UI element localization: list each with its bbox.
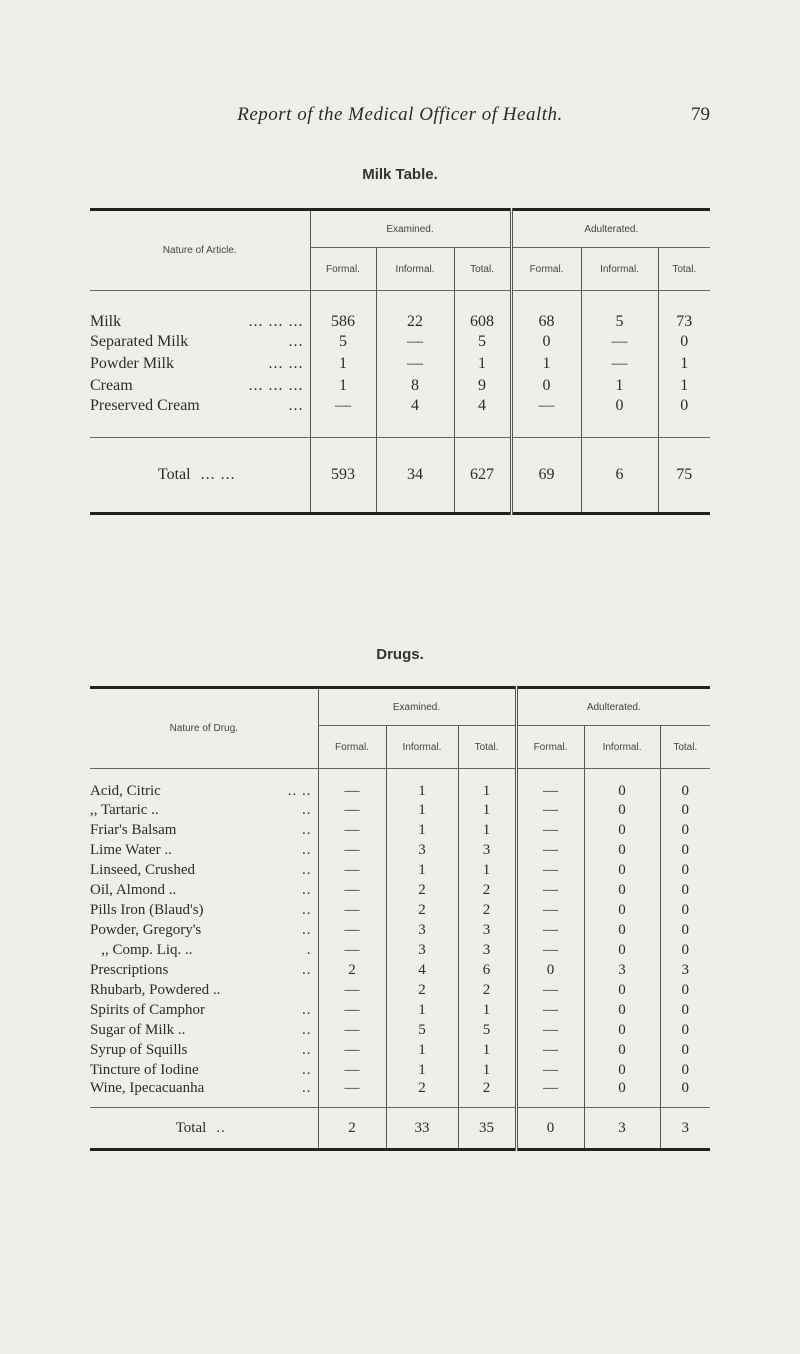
table-cell: — bbox=[318, 840, 386, 860]
milk-col-header: Formal. bbox=[511, 248, 581, 291]
table-cell: 0 bbox=[660, 1080, 710, 1108]
drugs-group-examined: Examined. bbox=[318, 688, 516, 726]
dot-leader: .. bbox=[302, 841, 312, 858]
milk-total-row bbox=[90, 438, 710, 514]
table-cell: 1 bbox=[310, 353, 376, 375]
table-cell: 34 bbox=[376, 438, 454, 514]
table-cell: 1 bbox=[458, 800, 516, 820]
table-cell: — bbox=[516, 880, 584, 900]
dot-leader: .. bbox=[302, 821, 312, 838]
row-label: Separated Milk bbox=[90, 333, 189, 350]
row-label: Lime Water .. bbox=[90, 841, 172, 858]
table-cell: 0 bbox=[584, 1040, 660, 1060]
table-cell: 0 bbox=[584, 940, 660, 960]
table-cell: 0 bbox=[584, 1020, 660, 1040]
table-cell: 3 bbox=[386, 940, 458, 960]
dot-leader: ... ... ... bbox=[248, 313, 304, 330]
row-label: Spirits of Camphor bbox=[90, 1001, 205, 1018]
drugs-table-row bbox=[90, 820, 710, 840]
drugs-col-header: Total. bbox=[660, 726, 710, 769]
table-cell: 0 bbox=[581, 397, 658, 438]
table-cell: 593 bbox=[310, 438, 376, 514]
table-cell: 2 bbox=[458, 880, 516, 900]
milk-table-row bbox=[90, 397, 710, 438]
table-cell: 1 bbox=[386, 860, 458, 880]
table-cell: — bbox=[318, 880, 386, 900]
row-label: Prescriptions bbox=[90, 961, 169, 978]
drugs-table-row bbox=[90, 880, 710, 900]
dot-leader: ... ... bbox=[268, 355, 304, 372]
dot-leader: .. bbox=[302, 1061, 312, 1078]
table-cell: 5 bbox=[310, 331, 376, 353]
table-cell: 0 bbox=[660, 1020, 710, 1040]
dot-leader: .. bbox=[216, 1119, 226, 1136]
table-cell: 4 bbox=[454, 397, 511, 438]
table-cell: 0 bbox=[584, 900, 660, 920]
table-cell: — bbox=[318, 1040, 386, 1060]
milk-col-header: Total. bbox=[454, 248, 511, 291]
table-cell: 0 bbox=[516, 1108, 584, 1150]
table-cell: — bbox=[516, 840, 584, 860]
dot-leader: ... bbox=[288, 397, 304, 414]
table-cell: — bbox=[516, 940, 584, 960]
drugs-table-row bbox=[90, 960, 710, 980]
table-cell: 0 bbox=[511, 331, 581, 353]
dot-leader: .. bbox=[302, 901, 312, 918]
milk-table-title: Milk Table. bbox=[362, 166, 438, 183]
table-cell: 0 bbox=[584, 1000, 660, 1020]
table-cell: 0 bbox=[660, 1000, 710, 1020]
drugs-table-row bbox=[90, 1020, 710, 1040]
row-label: Powder Milk bbox=[90, 355, 174, 372]
milk-group-adulterated: Adulterated. bbox=[511, 210, 710, 248]
table-cell: — bbox=[318, 820, 386, 840]
drugs-table-row bbox=[90, 1080, 710, 1108]
table-cell: 6 bbox=[581, 438, 658, 514]
dot-leader: .. bbox=[302, 1021, 312, 1038]
table-cell: 1 bbox=[458, 820, 516, 840]
table-cell: 1 bbox=[658, 353, 710, 375]
table-cell: — bbox=[516, 920, 584, 940]
table-cell: — bbox=[516, 1080, 584, 1108]
table-cell: — bbox=[318, 1080, 386, 1108]
table-cell: 3 bbox=[584, 1108, 660, 1150]
table-cell: — bbox=[581, 331, 658, 353]
table-cell: 0 bbox=[660, 940, 710, 960]
drugs-table-row bbox=[90, 980, 710, 1000]
page-header bbox=[0, 104, 800, 134]
table-cell: 2 bbox=[386, 880, 458, 900]
table-cell: 0 bbox=[584, 860, 660, 880]
table-cell: 0 bbox=[658, 331, 710, 353]
table-cell: 1 bbox=[386, 1000, 458, 1020]
row-label: Syrup of Squills bbox=[90, 1041, 188, 1058]
drugs-col-header: Informal. bbox=[386, 726, 458, 769]
table-cell: 3 bbox=[386, 920, 458, 940]
table-cell: 33 bbox=[386, 1108, 458, 1150]
row-label: ,, Comp. Liq. .. bbox=[90, 941, 193, 958]
table-cell: 2 bbox=[386, 980, 458, 1000]
drugs-row-header: Nature of Drug. bbox=[90, 688, 318, 769]
table-cell: 2 bbox=[458, 1080, 516, 1108]
milk-table-row bbox=[90, 331, 710, 353]
drugs-table-row bbox=[90, 1040, 710, 1060]
table-cell: 0 bbox=[658, 397, 710, 438]
table-cell: 75 bbox=[658, 438, 710, 514]
table-cell: 1 bbox=[458, 769, 516, 801]
table-cell: 1 bbox=[454, 353, 511, 375]
row-label: Cream bbox=[90, 377, 133, 394]
table-cell: — bbox=[318, 940, 386, 960]
row-label: Tincture of Iodine bbox=[90, 1061, 199, 1078]
table-cell: 0 bbox=[660, 820, 710, 840]
table-cell: 1 bbox=[511, 353, 581, 375]
table-cell: 3 bbox=[386, 840, 458, 860]
table-cell: 2 bbox=[386, 900, 458, 920]
row-label: Oil, Almond .. bbox=[90, 881, 177, 898]
table-cell: 35 bbox=[458, 1108, 516, 1150]
milk-col-header: Formal. bbox=[310, 248, 376, 291]
table-cell: 0 bbox=[660, 800, 710, 820]
table-cell: 6 bbox=[458, 960, 516, 980]
row-label: Pills Iron (Blaud's) bbox=[90, 901, 204, 918]
table-cell: 4 bbox=[386, 960, 458, 980]
drugs-table bbox=[90, 686, 710, 1151]
table-cell: — bbox=[516, 1000, 584, 1020]
table-cell: 5 bbox=[454, 331, 511, 353]
table-cell: 2 bbox=[458, 980, 516, 1000]
running-title: Report of the Medical Officer of Health. bbox=[237, 104, 563, 125]
table-cell: 1 bbox=[386, 1040, 458, 1060]
table-cell: 1 bbox=[386, 769, 458, 801]
table-cell: 0 bbox=[584, 920, 660, 940]
dot-leader: ... ... ... bbox=[248, 377, 304, 394]
table-cell: 1 bbox=[310, 375, 376, 397]
milk-col-header: Informal. bbox=[376, 248, 454, 291]
row-label: Milk bbox=[90, 313, 122, 330]
table-cell: 1 bbox=[386, 800, 458, 820]
milk-col-header: Total. bbox=[658, 248, 710, 291]
drugs-table-row bbox=[90, 860, 710, 880]
dot-leader: .. bbox=[302, 1080, 312, 1096]
milk-col-header: Informal. bbox=[581, 248, 658, 291]
table-cell: 608 bbox=[454, 291, 511, 332]
milk-table bbox=[90, 208, 710, 515]
drugs-table-row bbox=[90, 900, 710, 920]
row-label: Friar's Balsam bbox=[90, 821, 177, 838]
table-cell: 8 bbox=[376, 375, 454, 397]
table-cell: 0 bbox=[660, 1040, 710, 1060]
table-cell: 4 bbox=[376, 397, 454, 438]
table-cell: 0 bbox=[660, 920, 710, 940]
table-cell: 0 bbox=[584, 800, 660, 820]
table-cell: — bbox=[516, 980, 584, 1000]
row-label: Rhubarb, Powdered .. bbox=[90, 981, 221, 998]
table-cell: 1 bbox=[386, 820, 458, 840]
drugs-table-row bbox=[90, 940, 710, 960]
table-cell: — bbox=[318, 900, 386, 920]
table-cell: 1 bbox=[458, 1060, 516, 1080]
table-cell: 0 bbox=[584, 769, 660, 801]
row-label: Acid, Citric bbox=[90, 783, 161, 799]
dot-leader: .. bbox=[302, 881, 312, 898]
dot-leader: .. bbox=[302, 1041, 312, 1058]
dot-leader: . bbox=[306, 941, 312, 958]
table-cell: 68 bbox=[511, 291, 581, 332]
table-cell: 3 bbox=[660, 960, 710, 980]
drugs-table-row bbox=[90, 1000, 710, 1020]
row-label: Sugar of Milk .. bbox=[90, 1021, 186, 1038]
table-cell: — bbox=[318, 1000, 386, 1020]
table-cell: 0 bbox=[660, 980, 710, 1000]
table-cell: 3 bbox=[458, 940, 516, 960]
table-cell: 1 bbox=[658, 375, 710, 397]
table-cell: 73 bbox=[658, 291, 710, 332]
table-cell: 2 bbox=[458, 900, 516, 920]
table-cell: — bbox=[376, 331, 454, 353]
table-cell: 2 bbox=[386, 1080, 458, 1108]
table-cell: — bbox=[516, 900, 584, 920]
table-cell: 3 bbox=[458, 840, 516, 860]
dot-leader: .. bbox=[302, 921, 312, 938]
table-cell: 0 bbox=[660, 769, 710, 801]
row-label: Linseed, Crushed bbox=[90, 861, 195, 878]
drugs-table-row bbox=[90, 769, 710, 801]
table-cell: 1 bbox=[386, 1060, 458, 1080]
dot-leader: ... ... bbox=[200, 466, 236, 483]
table-cell: 3 bbox=[660, 1108, 710, 1150]
milk-table-row bbox=[90, 291, 710, 332]
drugs-table-row bbox=[90, 920, 710, 940]
table-cell: 1 bbox=[581, 375, 658, 397]
table-cell: — bbox=[376, 353, 454, 375]
table-cell: — bbox=[516, 820, 584, 840]
table-cell: — bbox=[318, 769, 386, 801]
table-cell: 5 bbox=[386, 1020, 458, 1040]
table-cell: — bbox=[310, 397, 376, 438]
table-cell: 1 bbox=[458, 1000, 516, 1020]
table-cell: 0 bbox=[584, 1080, 660, 1108]
table-cell: 3 bbox=[584, 960, 660, 980]
table-cell: 0 bbox=[584, 1060, 660, 1080]
row-label: Powder, Gregory's bbox=[90, 921, 202, 938]
table-cell: 69 bbox=[511, 438, 581, 514]
table-cell: — bbox=[318, 1060, 386, 1080]
row-label: Preserved Cream bbox=[90, 397, 200, 414]
table-cell: 0 bbox=[660, 860, 710, 880]
drugs-group-adulterated: Adulterated. bbox=[516, 688, 710, 726]
table-cell: 0 bbox=[660, 880, 710, 900]
table-cell: 22 bbox=[376, 291, 454, 332]
table-cell: — bbox=[516, 800, 584, 820]
table-cell: 5 bbox=[581, 291, 658, 332]
table-cell: 586 bbox=[310, 291, 376, 332]
row-label: Total bbox=[157, 466, 191, 483]
table-cell: 0 bbox=[660, 900, 710, 920]
drugs-total-row bbox=[90, 1108, 710, 1150]
row-label: ,, Tartaric .. bbox=[90, 801, 159, 818]
dot-leader: .. bbox=[302, 861, 312, 878]
table-cell: — bbox=[516, 1040, 584, 1060]
dot-leader: ... bbox=[288, 333, 304, 350]
table-cell: 1 bbox=[458, 860, 516, 880]
table-cell: 0 bbox=[584, 840, 660, 860]
table-cell: 3 bbox=[458, 920, 516, 940]
dot-leader: .. .. bbox=[287, 783, 312, 799]
table-cell: 0 bbox=[584, 880, 660, 900]
drugs-table-title: Drugs. bbox=[376, 646, 424, 663]
row-label: Total bbox=[175, 1119, 207, 1136]
drugs-col-header: Total. bbox=[458, 726, 516, 769]
table-cell: 1 bbox=[458, 1040, 516, 1060]
table-cell: 0 bbox=[511, 375, 581, 397]
drugs-table-row bbox=[90, 1060, 710, 1080]
table-cell: — bbox=[318, 1020, 386, 1040]
table-cell: 627 bbox=[454, 438, 511, 514]
milk-row-header: Nature of Article. bbox=[90, 210, 310, 291]
table-cell: 9 bbox=[454, 375, 511, 397]
table-cell: — bbox=[516, 1060, 584, 1080]
milk-group-examined: Examined. bbox=[310, 210, 511, 248]
table-cell: — bbox=[318, 860, 386, 880]
milk-table-row bbox=[90, 353, 710, 375]
table-cell: 2 bbox=[318, 1108, 386, 1150]
drugs-col-header: Formal. bbox=[318, 726, 386, 769]
table-cell: 0 bbox=[660, 1060, 710, 1080]
table-cell: — bbox=[318, 800, 386, 820]
drugs-table-row bbox=[90, 840, 710, 860]
table-cell: 0 bbox=[516, 960, 584, 980]
table-cell: — bbox=[581, 353, 658, 375]
drugs-col-header: Formal. bbox=[516, 726, 584, 769]
table-cell: 5 bbox=[458, 1020, 516, 1040]
table-cell: 2 bbox=[318, 960, 386, 980]
table-cell: — bbox=[318, 920, 386, 940]
dot-leader: .. bbox=[302, 1001, 312, 1018]
drugs-table-row bbox=[90, 800, 710, 820]
table-cell: 0 bbox=[660, 840, 710, 860]
table-cell: 0 bbox=[584, 980, 660, 1000]
page-number: 79 bbox=[691, 104, 710, 125]
dot-leader: .. bbox=[302, 801, 312, 818]
table-cell: — bbox=[318, 980, 386, 1000]
milk-table-row bbox=[90, 375, 710, 397]
table-cell: — bbox=[516, 860, 584, 880]
table-cell: 0 bbox=[584, 820, 660, 840]
table-cell: — bbox=[511, 397, 581, 438]
table-cell: — bbox=[516, 1020, 584, 1040]
table-cell: — bbox=[516, 769, 584, 801]
row-label: Wine, Ipecacuanha bbox=[90, 1080, 205, 1096]
dot-leader: .. bbox=[302, 961, 312, 978]
drugs-col-header: Informal. bbox=[584, 726, 660, 769]
